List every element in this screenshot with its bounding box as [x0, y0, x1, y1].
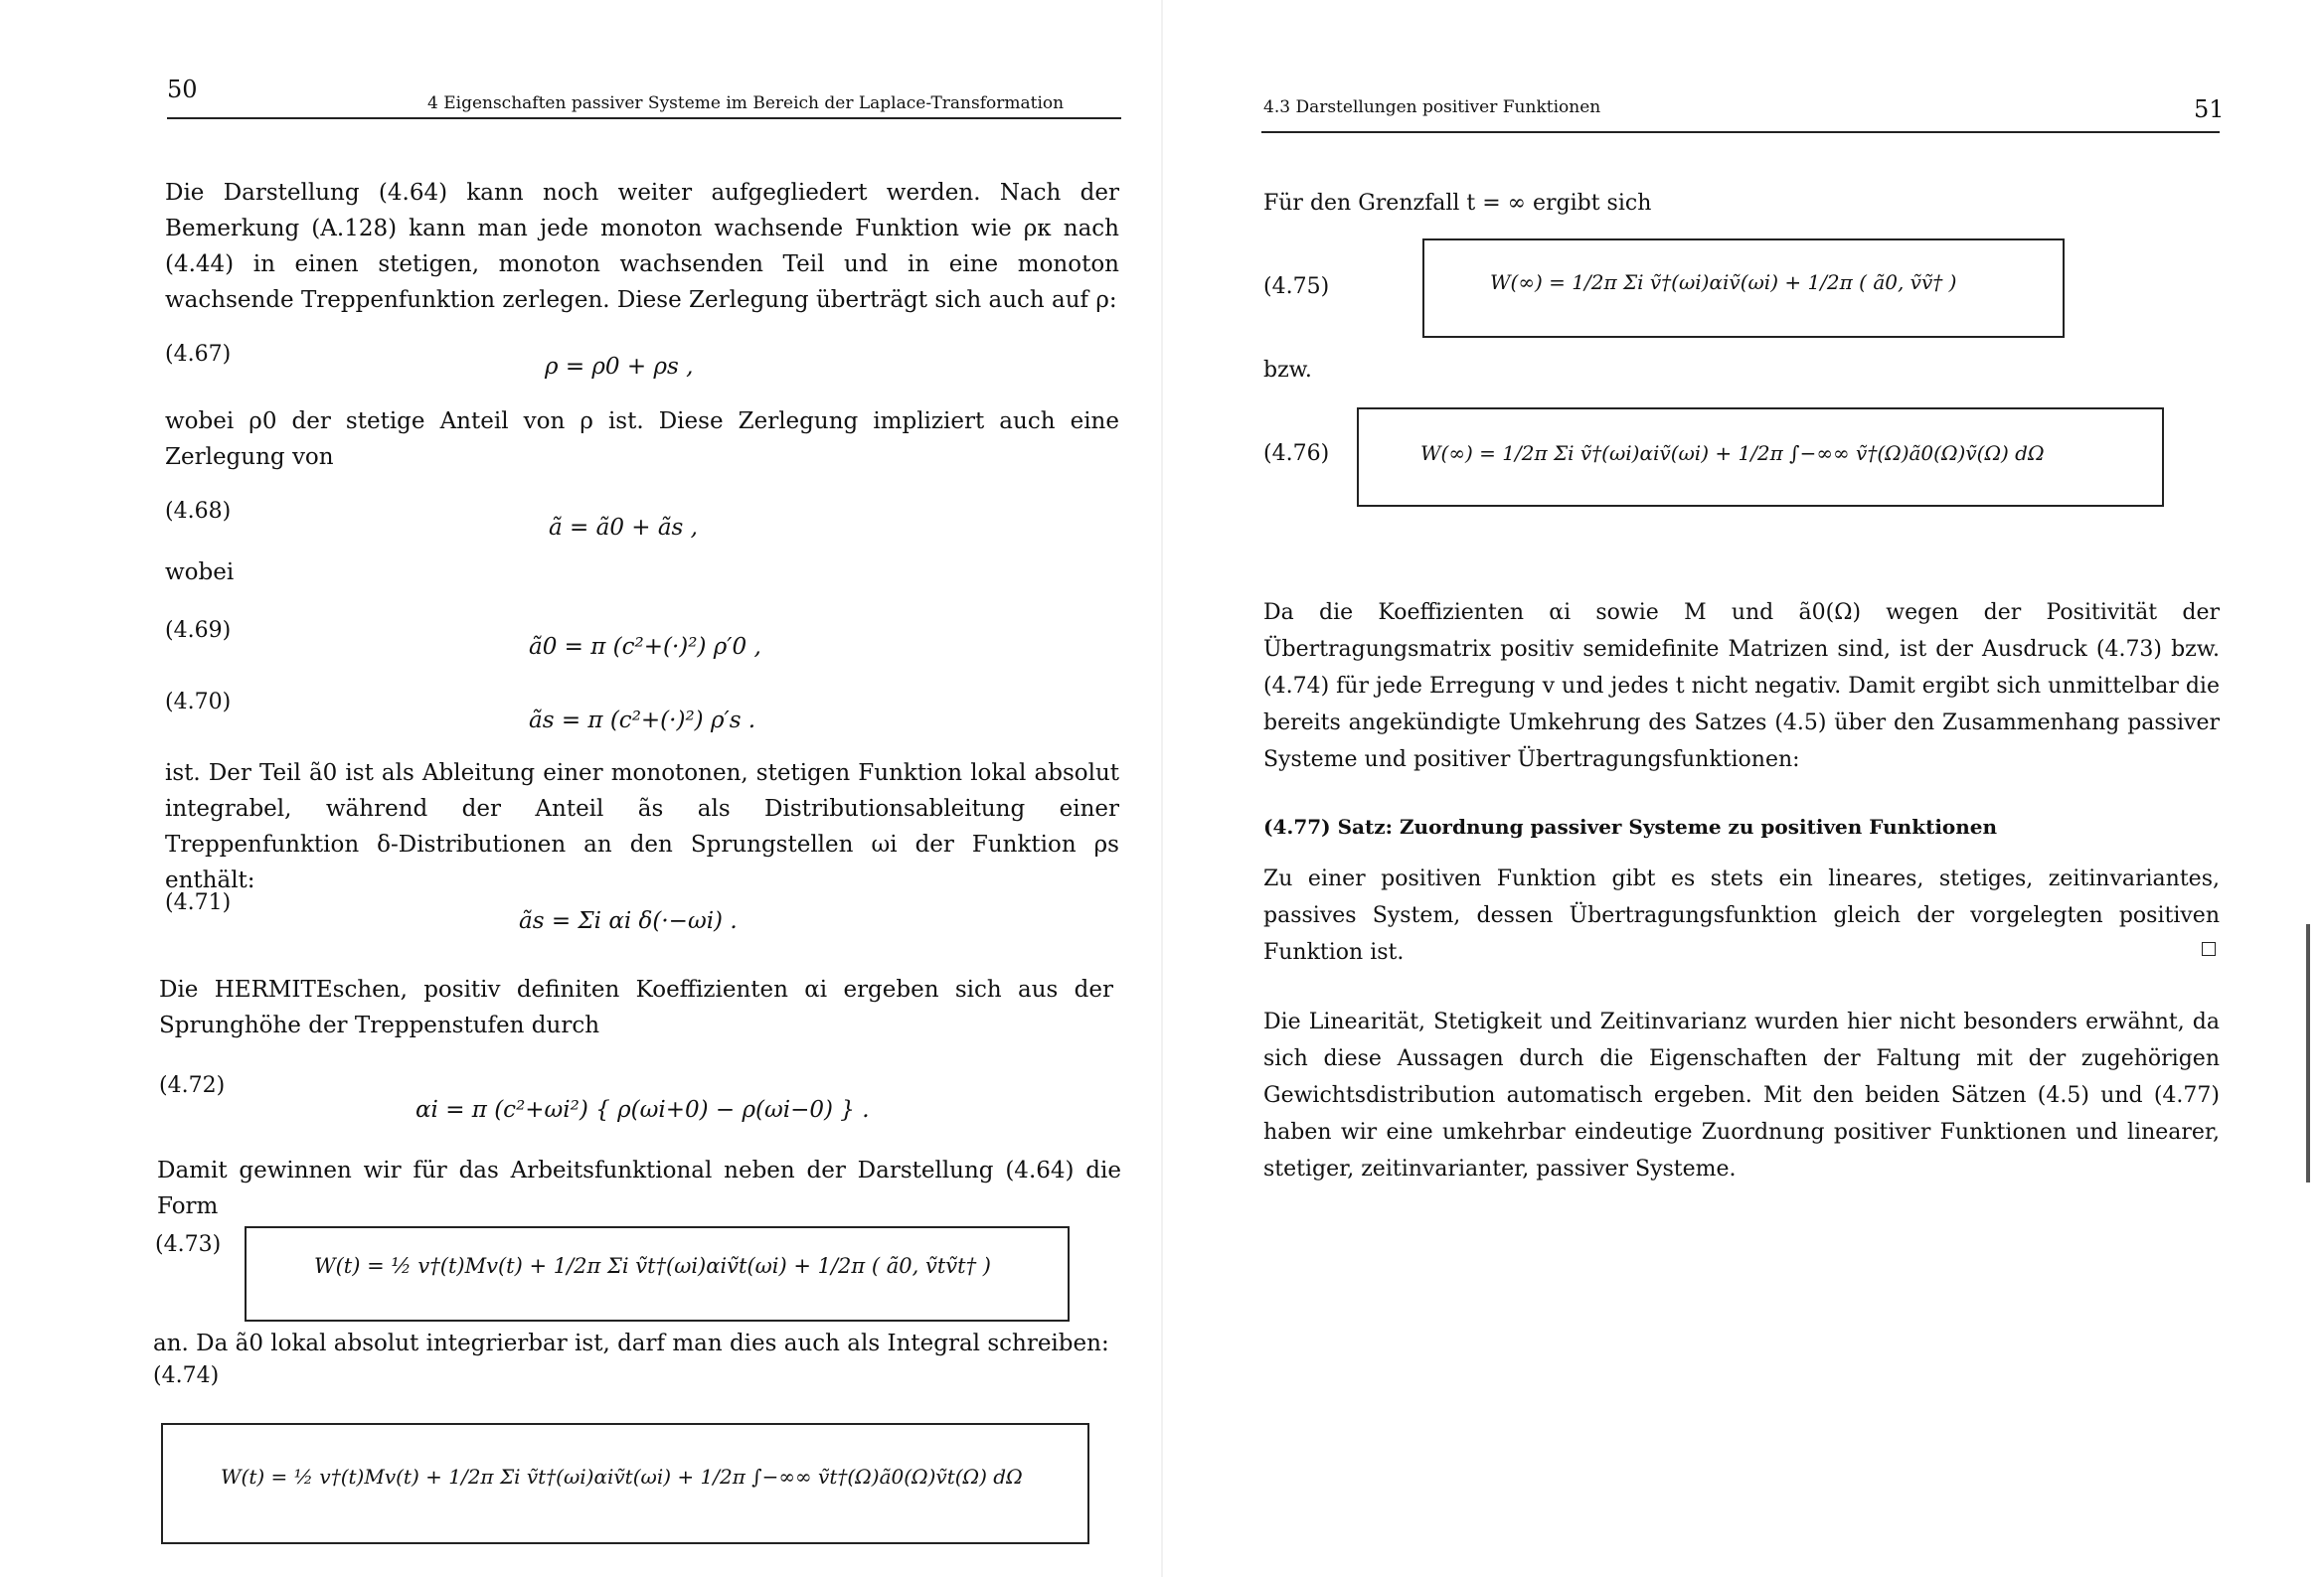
equation: αi = π (c²+ωi²) { ρ(ωi+0) − ρ(ωi−0) } .: [415, 1097, 870, 1123]
equation-number: (4.74): [153, 1363, 220, 1388]
paragraph: Die Darstellung (4.64) kann noch weiter aufgegliedert werden. Nach der Bemerkung (A.128) kann man jede monoton wachsende Funktion wie ρκ nach (4.44) in einen stetigen, monoton wachsenden Teil und in eine monoton wachsende Treppenfunktion zerlegen. Diese Zerlegung überträgt sich auch auf ρ:: [165, 180, 1119, 313]
running-head: 4.3 Darstellungen positiver Funktionen: [1263, 97, 1601, 117]
page-number: 50: [167, 76, 198, 103]
equation: W(∞) = 1/2π Σi ṽ†(ωi)αiṽ(ωi) + 1/2π ( ã0, ṽṽ† ): [1490, 270, 1957, 294]
paragraph: wobei ρ0 der stetige Anteil von ρ ist. Diese Zerlegung impliziert auch eine Zerlegung von: [165, 408, 1119, 470]
paragraph: ist. Der Teil ã0 ist als Ableitung einer monotonen, stetigen Funktion lokal absolut integrabel, während der Anteil ãs als Distributionsableitung einer Treppenfunktion δ-Distributionen an den Sprungstellen ωi der Funktion ρs enthält:: [165, 760, 1119, 893]
equation: W(∞) = 1/2π Σi ṽ†(ωi)αiṽ(ωi) + 1/2π ∫−∞∞ ṽ†(Ω)ã0(Ω)ṽ(Ω) dΩ: [1420, 441, 2045, 465]
right-page: [1162, 0, 2324, 1577]
paragraph: an. Da ã0 lokal absolut integrierbar ist, darf man dies auch als Integral schreiben:: [153, 1331, 1109, 1356]
theorem-title: (4.77) Satz: Zuordnung passiver Systeme zu positiven Funktionen: [1263, 815, 1998, 839]
equation-box: [1422, 238, 2065, 338]
equation-number: (4.68): [165, 499, 232, 524]
paragraph: Die HERMITEschen, positiv definiten Koeffizienten αi ergeben sich aus der Sprunghöhe der Treppenstufen durch: [159, 977, 1113, 1038]
equation-number: (4.71): [165, 890, 232, 915]
equation-number: (4.73): [155, 1232, 222, 1257]
equation-box: [1357, 407, 2164, 507]
paragraph: wobei: [165, 559, 235, 585]
paragraph: Da die Koeffizienten αi sowie M und ã0(Ω) wegen der Positivität der Übertragungsmatrix positiv semidefinite Matrizen sind, ist der Ausdruck (4.73) bzw. (4.74) für jede Erregung v und jedes t nicht negativ. Damit ergibt sich unmittelbar die bereits angekündigte Umkehrung des Satzes (4.5) über den Zusammenhang passiver Systeme und positiver Übertragungsfunktionen:: [1263, 600, 2220, 772]
equation-number: (4.69): [165, 618, 232, 643]
equation: ã = ã0 + ãs ,: [549, 515, 698, 541]
header-rule: [167, 117, 1121, 119]
equation-number: (4.72): [159, 1073, 226, 1098]
running-head: 4 Eigenschaften passiver Systeme im Bereich der Laplace-Transformation: [427, 93, 1065, 113]
page-edge-shadow: [2306, 924, 2310, 1183]
theorem-text: Zu einer positiven Funktion gibt es stets ein lineares, stetiges, zeitinvariantes, passives System, dessen Übertragungsfunktion gleich der vorgelegten positiven Funktion ist.: [1263, 867, 2220, 965]
paragraph: Damit gewinnen wir für das Arbeitsfunktional neben der Darstellung (4.64) die Form: [157, 1158, 1121, 1219]
paragraph: Die Linearität, Stetigkeit und Zeitinvarianz wurden hier nicht besonders erwähnt, da sich diese Aussagen durch die Eigenschaften der Faltung mit der zugehörigen Gewichtsdistribution automatisch ergeben. Mit den beiden Sätzen (4.5) und (4.77) haben wir eine umkehrbar eindeutige Zuordnung positiver Funktionen und linearer, stetiger, zeitinvarianter, passiver Systeme.: [1263, 1010, 2220, 1182]
equation-number: (4.67): [165, 342, 232, 367]
equation-number: (4.76): [1263, 441, 1330, 466]
equation: ãs = Σi αi δ(·−ωi) .: [519, 908, 738, 934]
paragraph: bzw.: [1263, 358, 1312, 383]
equation: ã0 = π (c²+(·)²) ρ′0 ,: [529, 634, 761, 660]
equation: ρ = ρ0 + ρs ,: [545, 354, 694, 380]
equation-box: [161, 1423, 1089, 1544]
equation: W(t) = ½ v†(t)Mv(t) + 1/2π Σi ṽt†(ωi)αiṽt(ωi) + 1/2π ( ã0, ṽtṽt† ): [314, 1254, 991, 1278]
qed-square-icon: [2202, 942, 2216, 956]
header-rule: [1261, 131, 2220, 133]
paragraph: Für den Grenzfall t = ∞ ergibt sich: [1263, 191, 1652, 216]
equation-box: [245, 1226, 1070, 1322]
equation: W(t) = ½ v†(t)Mv(t) + 1/2π Σi ṽt†(ωi)αiṽt(ωi) + 1/2π ∫−∞∞ ṽt†(Ω)ã0(Ω)ṽt(Ω) dΩ: [221, 1465, 1023, 1489]
equation-number: (4.75): [1263, 274, 1330, 299]
equation: ãs = π (c²+(·)²) ρ′s .: [529, 708, 756, 733]
page-number: 51: [2194, 95, 2225, 123]
equation-number: (4.70): [165, 690, 232, 714]
